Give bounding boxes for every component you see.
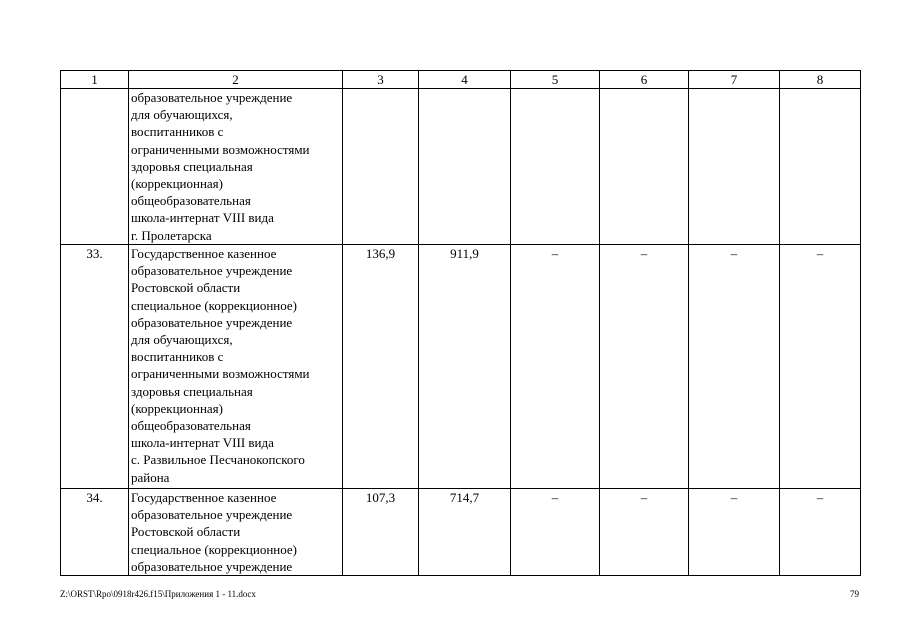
data-table (60, 70, 861, 576)
value-col-5 (511, 89, 600, 245)
header-cell: 6 (600, 71, 689, 89)
value-col-4 (419, 89, 511, 245)
value-col-7: – (689, 245, 780, 489)
institution-name: Государственное казенное образовательное учреждение Ростовской области специальное (коррекционное) образовательное учреждение для обучающихся, воспитанников с ограниченными возможностями здоровья специальная (коррекционная) общеобразовательная школа-интернат VIII вида с. Развильное Песчанокопского района (129, 245, 343, 489)
table-row (61, 89, 861, 245)
value-col-7: – (689, 489, 780, 576)
row-number (61, 89, 129, 245)
header-cell: 7 (689, 71, 780, 89)
table-row (61, 489, 861, 576)
footer-file-path: Z:\ORST\Rpo\0918r426.f15\Приложения 1 - 11.docx (60, 589, 256, 599)
row-number: 34. (61, 489, 129, 576)
value-col-6: – (600, 489, 689, 576)
value-col-3: 136,9 (343, 245, 419, 489)
value-col-5: – (511, 489, 600, 576)
value-col-7 (689, 89, 780, 245)
value-col-8 (780, 89, 861, 245)
header-cell: 1 (61, 71, 129, 89)
header-cell: 8 (780, 71, 861, 89)
value-col-8: – (780, 489, 861, 576)
value-col-3: 107,3 (343, 489, 419, 576)
header-row (61, 71, 861, 89)
institution-name: образовательное учреждение для обучающихся, воспитанников с ограниченными возможностями здоровья специальная (коррекционная) общеобразовательная школа-интернат VIII вида г. Пролетарска (129, 89, 343, 245)
row-number: 33. (61, 245, 129, 489)
page-number: 79 (850, 589, 859, 599)
header-cell: 4 (419, 71, 511, 89)
value-col-8: – (780, 245, 861, 489)
header-cell: 2 (129, 71, 343, 89)
value-col-6: – (600, 245, 689, 489)
value-col-3 (343, 89, 419, 245)
value-col-4: 714,7 (419, 489, 511, 576)
table-row (61, 245, 861, 489)
institution-name: Государственное казенное образовательное учреждение Ростовской области специальное (коррекционное) образовательное учреждение (129, 489, 343, 576)
header-cell: 5 (511, 71, 600, 89)
value-col-4: 911,9 (419, 245, 511, 489)
header-cell: 3 (343, 71, 419, 89)
value-col-6 (600, 89, 689, 245)
value-col-5: – (511, 245, 600, 489)
